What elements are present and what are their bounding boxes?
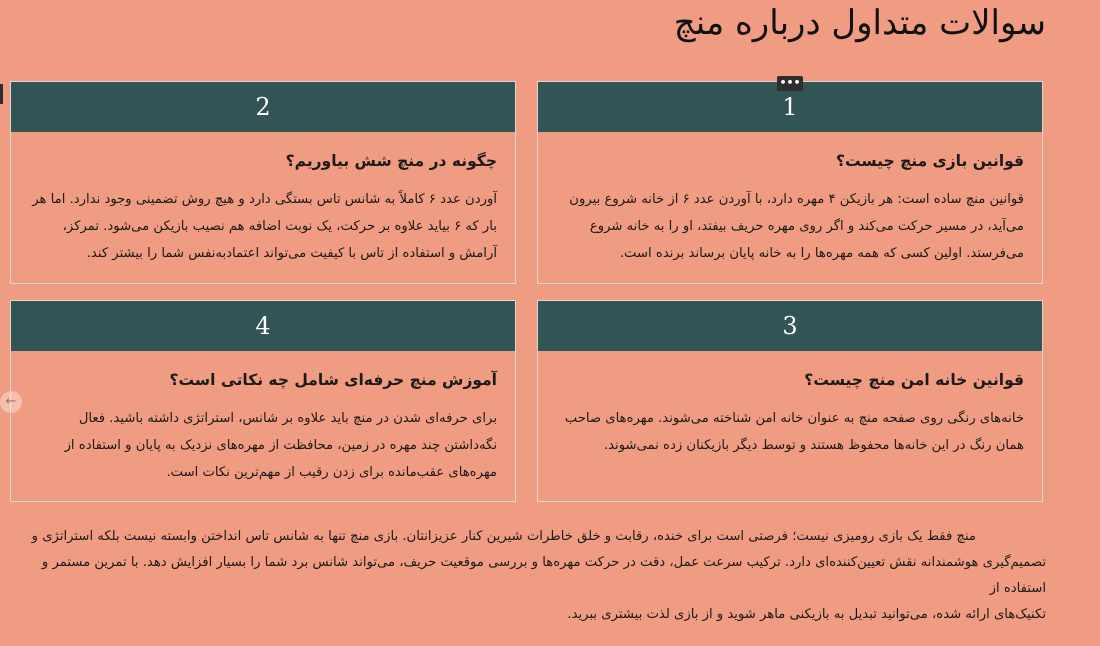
footer-paragraph	[16, 524, 1046, 628]
faq-card-number: 4	[11, 301, 515, 351]
left-edge-handle[interactable]	[0, 84, 3, 104]
faq-answer: آوردن عدد ۶ کاملاً به شانس تاس بستگی دارد و هیچ روش تضمینی وجود ندارد. اما هر بار که ۶ بیاید علاوه بر حرکت، یک نوبت اضافه هم نصیب بازیکن می‌شود. تمرکز، آرامش و استفاده از تاس با کیفیت می‌تواند اعتمادبه‌نفس شما را بیشتر کند.	[32, 192, 497, 261]
page-title: سوالات متداول درباره منچ	[673, 3, 1046, 43]
faq-answer: قوانین منچ ساده است: هر بازیکن ۴ مهره دارد، با آوردن عدد ۶ از خانه شروع بیرون می‌آید، در مسیر حرکت می‌کند و اگر روی مهره حریف بیفتد، او را به خانه شروع می‌فرستد. اولین کسی که همه مهره‌ها را به خانه پایان برساند برنده است.	[569, 192, 1024, 261]
faq-card-number: 3	[538, 301, 1042, 351]
faq-card-body	[538, 132, 1042, 267]
faq-answer: خانه‌های رنگی روی صفحه منچ به عنوان خانه امن شناخته می‌شوند. مهره‌های صاحب همان رنگ در این خانه‌ها محفوظ هستند و توسط دیگر بازیکنان زده نمی‌شوند.	[564, 411, 1024, 453]
faq-card-body	[11, 132, 515, 267]
faq-answer: برای حرفه‌ای شدن در منچ باید علاوه بر شانس، استراتژی داشته باشید. فعال نگه‌داشتن چند مهره در زمین، محافظت از مهره‌های نزدیک به پایان و استفاده از مهره‌های عقب‌مانده برای زدن رقیب از مهم‌ترین نکات است.	[64, 411, 497, 480]
footer-line-3: تکنیک‌های ارائه شده، می‌توانید تبدیل به بازیکنی ماهر شوید و از بازی لذت بیشتری ببرید.	[567, 607, 1046, 622]
faq-question: قوانین خانه امن منچ چیست؟	[804, 371, 1024, 389]
more-options-badge[interactable]: •••	[777, 76, 803, 91]
faq-card-3	[537, 300, 1043, 502]
carousel-prev-arrow-icon[interactable]: ←	[0, 391, 22, 413]
faq-card-2	[10, 81, 516, 284]
faq-card-4	[10, 300, 516, 502]
footer-line-1: منچ فقط یک بازی رومیزی نیست؛ فرصتی است برای خنده، رقابت و خلق خاطرات شیرین کنار عزیزانتان. بازی منچ تنها به شانس تاس انداختن وابسته نیست بلکه استراتژی و	[31, 529, 976, 544]
faq-card-number: 2	[11, 82, 515, 132]
faq-question: قوانین بازی منچ چیست؟	[836, 152, 1024, 170]
faq-card-number: 1	[538, 82, 1042, 132]
faq-card-body	[11, 351, 515, 486]
faq-question: آموزش منچ حرفه‌ای شامل چه نکاتی است؟	[169, 371, 497, 389]
faq-card-body	[538, 351, 1042, 459]
footer-line-2: تصمیم‌گیری هوشمندانه نقش تعیین‌کننده‌ای دارد. ترکیب سرعت عمل، دقت در حرکت مهره‌ها و بررسی موقعیت حریف، می‌تواند شانس برد شما را بسیار افزایش دهد. با تمرین مستمر و استفاده از	[41, 555, 1046, 596]
faq-question: چگونه در منچ شش بیاوریم؟	[285, 152, 497, 170]
faq-card-1	[537, 81, 1043, 284]
